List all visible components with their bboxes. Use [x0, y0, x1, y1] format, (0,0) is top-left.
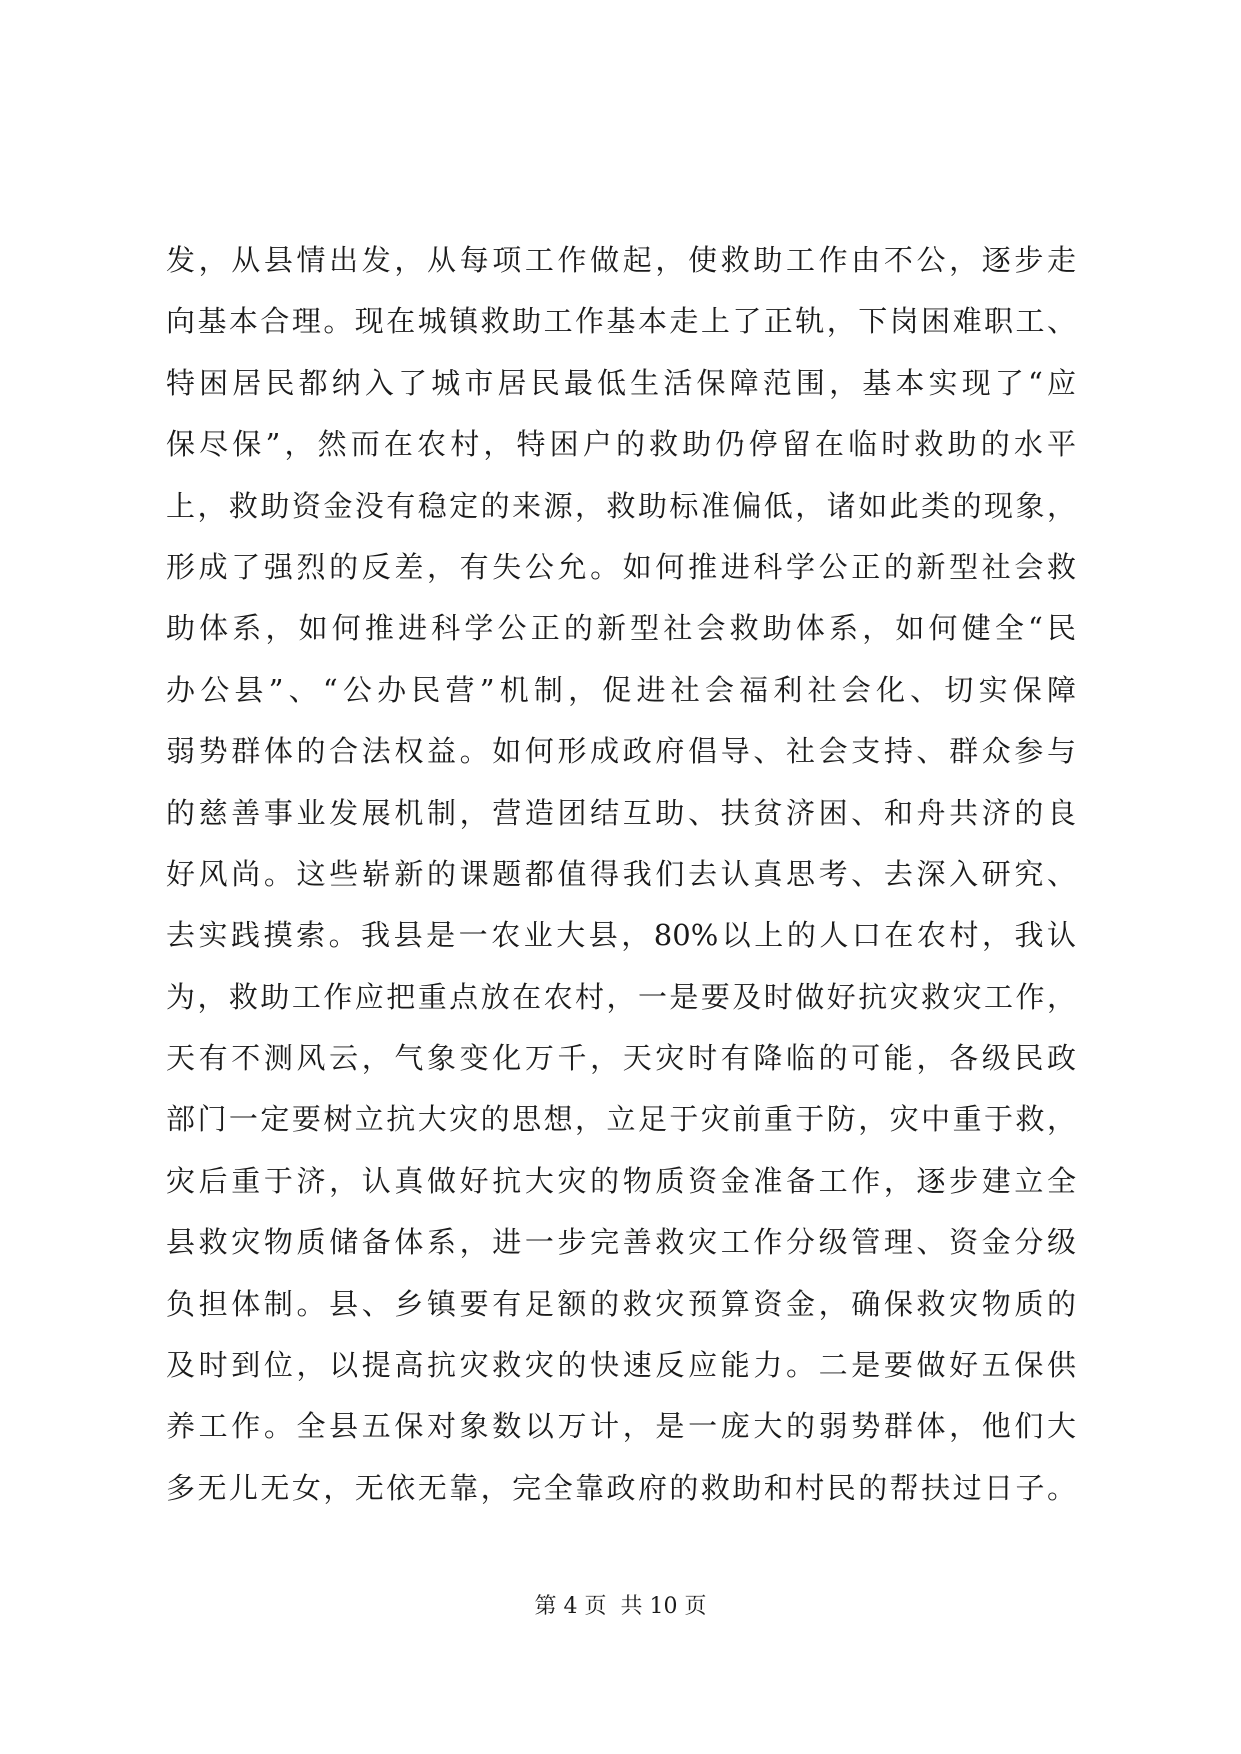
text-line: 部门一定要树立抗大灾的思想，立足于灾前重于防，灾中重于救，: [166, 1102, 1076, 1137]
text-line: 灾后重于济，认真做好抗大灾的物质资金准备工作，逐步建立全: [166, 1163, 1076, 1198]
text-line: 好风尚。这些崭新的课题都值得我们去认真思考、去深入研究、: [166, 856, 1076, 891]
text-line: 负担体制。县、乡镇要有足额的救灾预算资金，确保救灾物质的: [166, 1286, 1076, 1321]
text-line: 多无儿无女，无依无靠，完全靠政府的救助和村民的帮扶过日子。: [166, 1470, 1076, 1505]
text-line: 的慈善事业发展机制，营造团结互助、扶贫济困、和舟共济的良: [166, 795, 1076, 830]
text-line: 办公县”、“公办民营”机制，促进社会福利社会化、切实保障: [166, 672, 1076, 707]
text-line: 县救灾物质储备体系，进一步完善救灾工作分级管理、资金分级: [166, 1225, 1076, 1260]
body-text: [166, 230, 1076, 1519]
text-line: 特困居民都纳入了城市居民最低生活保障范围，基本实现了“应: [166, 365, 1076, 400]
text-line: 天有不测风云，气象变化万千，天灾时有降临的可能，各级民政: [166, 1041, 1076, 1076]
text-line: 去实践摸索。我县是一农业大县，80%以上的人口在农村，我认: [166, 918, 1076, 953]
text-line: 形成了强烈的反差，有失公允。如何推进科学公正的新型社会救: [166, 549, 1076, 584]
text-line: 向基本合理。现在城镇救助工作基本走上了正轨，下岗困难职工、: [166, 304, 1076, 339]
text-line: 养工作。全县五保对象数以万计，是一庞大的弱势群体，他们大: [166, 1409, 1076, 1444]
text-line: 及时到位，以提高抗灾救灾的快速反应能力。二是要做好五保供: [166, 1348, 1076, 1383]
text-line: 助体系，如何推进科学公正的新型社会救助体系，如何健全“民: [166, 611, 1076, 646]
text-line: 为，救助工作应把重点放在农村，一是要及时做好抗灾救灾工作，: [166, 979, 1076, 1014]
text-line: 弱势群体的合法权益。如何形成政府倡导、社会支持、群众参与: [166, 734, 1076, 769]
text-line: 上，救助资金没有稳定的来源，救助标准偏低，诸如此类的现象，: [166, 488, 1076, 523]
page-number-footer: 第 4 页 共 10 页: [534, 1594, 707, 1619]
text-line: 发，从县情出发，从每项工作做起，使救助工作由不公，逐步走: [166, 243, 1076, 277]
text-line: 保尽保”，然而在农村，特困户的救助仍停留在临时救助的水平: [166, 427, 1076, 462]
